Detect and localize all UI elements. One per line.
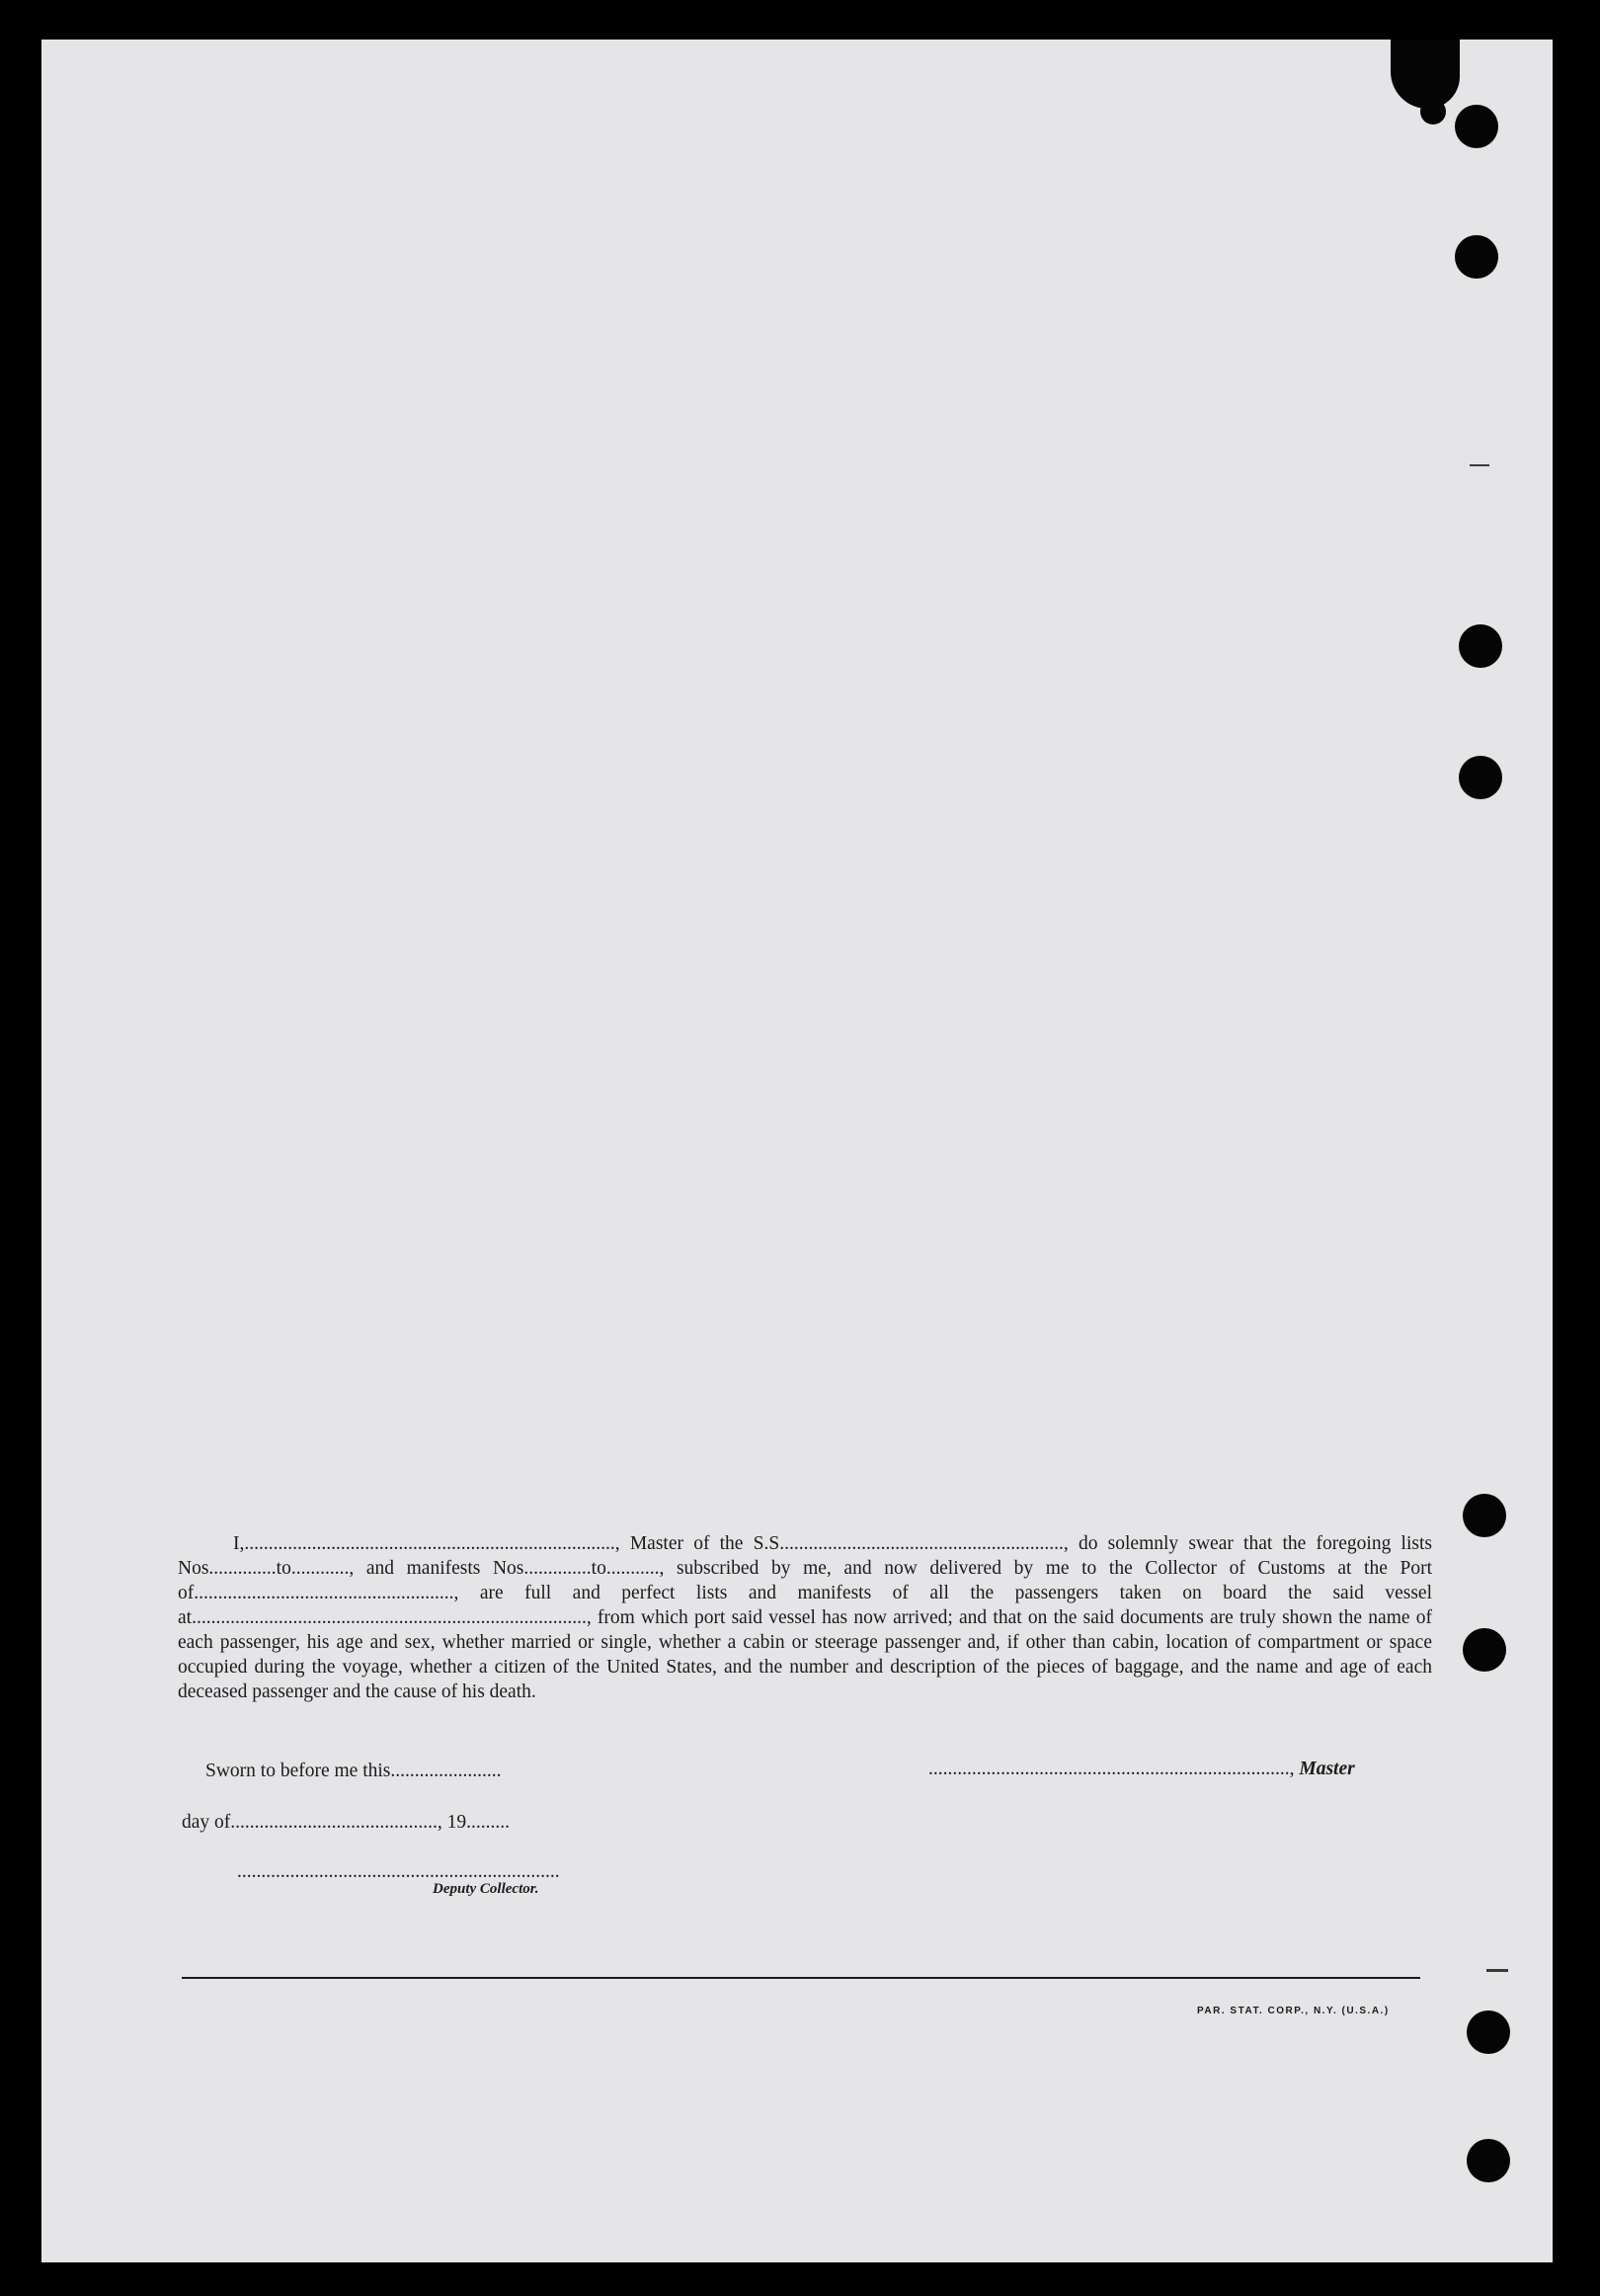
printer-imprint: PAR. STAT. CORP., N.Y. (U.S.A.) [1197, 2006, 1390, 2016]
bottom-rule [182, 1977, 1420, 1979]
day-line: day of..........................................., 19......... [182, 1812, 511, 1833]
torn-corner-blot [1420, 99, 1446, 124]
master-signature-line: ..........................................................................., [928, 1759, 1300, 1779]
torn-corner [1391, 40, 1460, 109]
master-oath [178, 1531, 1432, 1704]
punch-hole [1459, 756, 1502, 799]
punch-hole [1463, 1628, 1506, 1672]
punch-hole [1467, 2139, 1510, 2182]
master-label: Master [1299, 1759, 1355, 1779]
master-signature [928, 1759, 1355, 1780]
punch-hole [1463, 1494, 1506, 1537]
edge-mark [1486, 1969, 1508, 1972]
punch-hole [1459, 624, 1502, 668]
punch-hole [1455, 105, 1498, 148]
deputy-signature-line: ................................................................... [237, 1861, 560, 1882]
edge-mark [1470, 464, 1489, 466]
deputy-label: Deputy Collector. [433, 1881, 539, 1897]
punch-hole [1467, 2010, 1510, 2054]
sworn-line: Sworn to before me this....................... [205, 1761, 502, 1781]
oath-text: I,............................................................................., Master of the S.S..........................................................., do solemnly swear that the foregoing lists Nos..............to............, and manifests Nos..............to..........., subscribed by me, and now delivered by me to the Collector of Customs at the Port of......................................................, are full and perfect lists and manifests of all the passengers taken on board the said vessel at.................................................................................., from which port said vessel has now arrived; and that on the said documents are truly shown the name of each passenger, his age and sex, whether married or single, whether a cabin or steerage passenger and, if other than cabin, location of compartment or space occupied during the voyage, whether a citizen of the United States, and the number and description of the pieces of baggage, and the name and age of each deceased passenger and the cause of his death. [178, 1533, 1432, 1702]
punch-hole [1455, 235, 1498, 279]
form-page [41, 40, 1553, 2262]
